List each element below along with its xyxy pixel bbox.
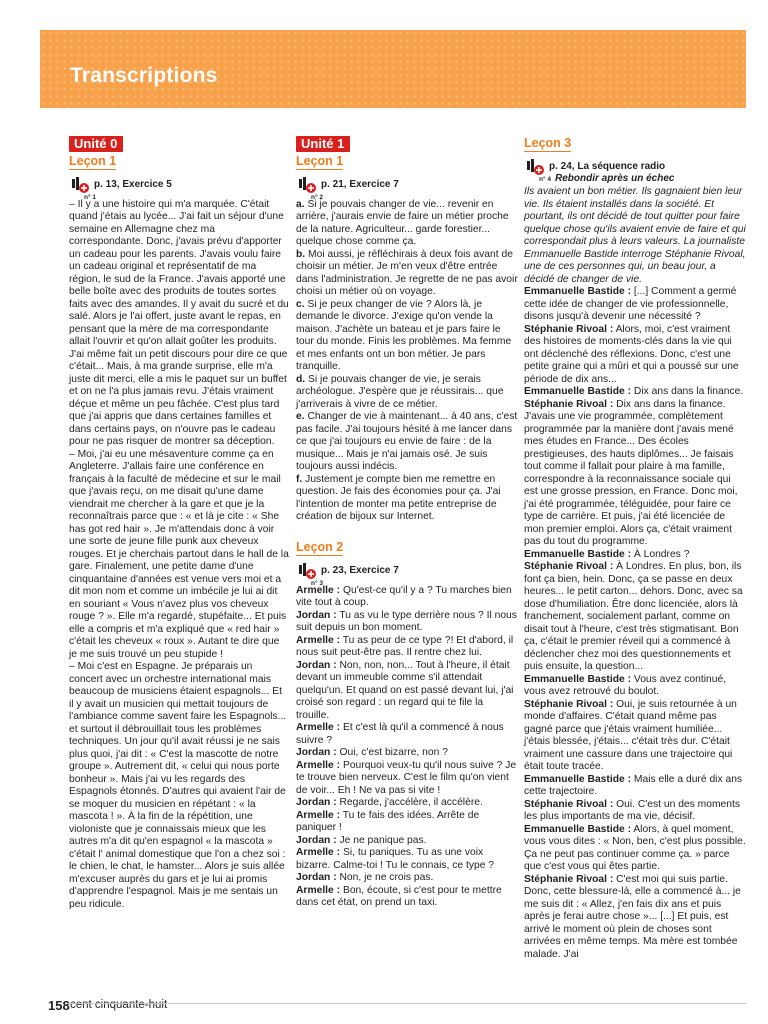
unit-badge: Unité 1 [296,136,350,152]
dialogue-line: Emmanuelle Bastide : Mais elle a duré dix ans cette trajectoire. [524,773,743,797]
list-item: b. Moi aussi, je réfléchirais à deux fois avant de choisir un métier. Je m'en veux d'être entrée dans l'administration. Je regrette de ne pas avoir choisi un métier où on voyage. [296,248,518,297]
page-number-words: cent cinquante-huit [70,999,168,1011]
list-item: d. Si je pouvais changer de vie, je serais archéologue. J'espère que je réussirais... que j'arriverais à vivre de ce métier. [296,373,504,410]
lesson-heading: Leçon 3 [524,136,572,150]
audio-reference [69,174,289,199]
paragraph: – Moi, j'ai eu une mésaventure comme ça en Angleterre. J'allais faire une conférence en français à la faculté de médecine et sur le mail que j'avais reçu, on me disait qu'une dame viendrait me chercher à la gare et que je la reconnaîtrais parce que : « et là je cite : « She has got red hair ». Je m'attendais donc à voir une sorte de jeune fille punk aux cheveux rouges. Et je cherchais partout dans le hall de la gare. Finalement, une petite dame d'une cinquantaine d'années est venue vers moi et a dit mon nom et comme un imbécile je lui ai dit en souriant « Vous n'avez plus vos cheveux rouge ? ». Elle m'a regardé, stupéfaite... Et puis elle a compris et m'a expliqué que « red hair » c'était les cheveux « roux ». Autant te dire que je me suis trouvé un peu stupide ! [69,448,289,660]
track-number: n° 4 [539,176,551,183]
audio-reference [524,156,746,186]
dialogue-line: Emmanuelle Bastide : À Londres ? [524,548,690,560]
unit-badge: Unité 0 [69,136,123,152]
intro-paragraph: Ils avaient un bon métier. Ils gagnaient bien leur vie. Ils étaient installés dans la société. Et pourtant, ils ont décidé de tout quitter pour faire quelque chose qu'ils avaient envie de faire et qui correspondait plus à leurs valeurs. La journaliste Emmanuelle Bastide interroge Stéphanie Rivoal, une de ces personnes qui, un beau jour, a décidé de changer de vie. [524,186,746,285]
dialogue-line: Armelle : Et c'est là qu'il a commencé à nous suivre ? [296,722,504,746]
dialogue-line: Emmanuelle Bastide : Vous avez continué, vous avez retrouvé du boulot. [524,673,727,697]
column-unit-0 [69,136,289,911]
dialogue-line: Jordan : Regarde, j'accélère, il accélère. [296,797,483,808]
list-item: c. Si je peux changer de vie ? Alors là, je demande le divorce. J'exige qu'on vende la maison. J'achète un bateau et je pars faire le tour du monde. Finis les problèmes. Ma femme et mes enfants ont un bon métier. Je pars tranquille. [296,298,512,372]
lesson-heading: Leçon 1 [69,153,117,168]
dialogue-line: Armelle : Tu as peur de ce type ?! Et d'abord, il nous suit peut-être pas. Il rentre chez lui. [296,634,514,658]
dialogue-line: Stéphanie Rivoal : Oui, je suis retournée à un monde d'affaires. C'était quand même pas gagné parce que j'étais vraiment humiliée... j'étais blessée, j'étais... c'était très dur. C'était vraiment une cassure dans une trajectoire qui était toute tracée. [524,698,737,772]
list-item: a. Si je pouvais changer de vie... revenir en arrière, j'aurais envie de faire un métier proche de la nature. Agriculteur... garde forestier... quelque chose comme ça. [296,198,509,247]
dialogue-line: Armelle : Qu'est-ce qu'il y a ? Tu marches bien vite tout à coup. [296,584,512,608]
track-number: n° 2 [311,193,323,201]
dialogue-line: Jordan : Non, non, non... Tout à l'heure, il était devant un immeuble comme s'il attendait quelqu'un. Et quand on est passé devant lui, j'ai croisé son regard : un regard qui te file la trouille. [296,659,514,721]
page-title: Transcriptions [70,64,218,87]
audio-ref: p. 13, Exercice 5 [94,178,172,190]
dialogue-line: Stéphanie Rivoal : Dix ans dans la finance. J'avais une vie programmée, complètement programmée par la manière dont j'avais mené mes études en France... Des écoles prestigieuses, des hauts diplômes... Je faisais tout comme il fallait pour plaire à ma famille, correspondre à la reconnaissance sociale qui est une grosse pression, en France. Donc moi, j'ai été programmée, téléguidée, pour faire ce type de carrière. Et puis, j'ai été licenciée de mon premier emploi. Alors ça, c'était vraiment pas du tout du programme. [524,398,738,547]
list-item: f. Justement je compte bien me remettre en question. Je fais des économies pour ça. J'ai l'intention de monter ma petite entreprise de création de bijoux sur Internet. [296,473,501,522]
audio-ref: p. 23, Exercice 7 [321,564,399,576]
audio-reference [296,560,518,585]
column-lesson-3 [524,136,746,961]
dialogue-line: Stéphanie Rivoal : C'est moi qui suis partie. Donc, cette blessure-là, elle a commencé à... je me suis dit : « Allez, j'en fais dix ans et puis après je ferai autre chose »... [...] Et puis, est arrivé le moment où plein de choses sont arrivées en même temps. Ma mère est tombée malade. J'ai [524,873,741,960]
dialogue-body [296,585,518,910]
audio-subtitle: Rebondir après un échec [555,173,675,184]
track-number: n° 3 [311,579,323,587]
dialogue-line: Stéphanie Rivoal : À Londres. En plus, bon, ils font ça bien, hein. Donc, ça se passe en deux heures... le petit carton... dehors. Donc, avec sa dose d'humiliation. Être donc licenciée, alors là franchement, socialement parlant, comme on disait tout à l'heure, c'est très stigmatisant. Bon ça, c'était le premier réveil qui a commencé à déclencher chez moi des questionnements et puis ensuite, la question... [524,561,743,672]
dialogue-body [524,186,746,961]
transcript-body [69,199,289,912]
dialogue-line: Emmanuelle Bastide : Dix ans dans la finance. [524,386,744,397]
lesson-heading: Leçon 2 [296,539,344,554]
paragraph: – Moi c'est en Espagne. Je préparais un concert avec un orchestre international mais beaucoup de musiciens étaient espagnols... Et il y avait un musicien qui mettait toujours de l'ambiance comme savent faire les Espagnols... et surtout il débrouillait tous les problèmes techniques. Un jour qu'il avait réussi je ne sais plus quoi, j'ai dit : « C'est la mascotte de notre groupe ». Autrement dit, « celui qui nous porte bonheur ». Mais j'ai vu les regards des Espagnols étonnés. D'autres qui avaient l'air de se moquer du musicien en répétant : « la mascota ! ». À la fin de la répétition, une violoniste que je connaissais mieux que les autres m'a dit qu'en espagnol « la mascota » c'était l' animal domestique que l'on a chez soi : le chien, le chat, le hamster... Alors je suis allée m'excuser auprès du gars et je lui ai promis d'apprendre l'espagnol. Mais je me sentais un peu ridicule. [69,661,287,910]
audio-ref: p. 21, Exercice 7 [321,178,399,190]
header-banner [40,30,746,108]
dialogue-line: Stéphanie Rivoal : Oui. C'est un des moments les plus importants de ma vie, décisif. [524,798,741,822]
dialogue-line: Armelle : Tu te fais des idées. Arrête de paniquer ! [296,809,480,833]
list-item: e. Changer de vie à maintenant... à 40 ans, c'est pas facile. J'ai toujours hésité à me lancer dans ce que j'ai toujours eu envie de faire : de la musique... Mais je n'ai jamais osé. Je suis toujours aussi indécis. [296,411,518,472]
track-number: n° 1 [84,193,96,201]
dialogue-line: Jordan : Non, je ne crois pas. [296,872,434,883]
dialogue-line: Jordan : Je ne panique pas. [296,834,427,846]
dialogue-line: Emmanuelle Bastide : Alors, à quel moment, vous vous dites : « Non, ben, c'est plus possible. Ça ne peut pas continuer comme ça. » parce que c'est vous qui êtes partie. [524,823,746,872]
lesson-heading: Leçon 1 [296,153,344,168]
dialogue-line: Jordan : Tu as vu le type derrière nous ? Il nous suit depuis un bon moment. [296,609,517,633]
dialogue-line: Armelle : Bon, écoute, si c'est pour te mettre dans cet état, on prend un taxi. [296,884,502,908]
paragraph: – Il y a une histoire qui m'a marquée. C'était quand j'étais au lycée... J'ai fait un séjour d'une semaine en Allemagne chez ma correspondante. Donc, j'avais prévu d'apporter un cadeau pour les parents. J'avais voulu faire un cadeau original et représentatif de ma région, le sud de la France. J'avais apporté une belle boîte avec des produits de toutes sortes faits avec des amandes. Il y avait du sucré et du salé. Alors je l'ai offert, juste avant le repas, en pensant que la mère de ma correspondante allait l'ouvrir et qu'on allait goûter les produits. J'ai même fait un petit discours pour dire ce que c'était... Mais, à ma grande surprise, elle m'a juste dit merci, elle a mis le paquet sur un buffet et on ne l'a plus jamais revu. J'étais vraiment déçue et même un peu fâchée. C'est plus tard que j'ai appris que dans certaines familles et dans certains pays, on n'ouvre pas le cadeau pour ne pas risquer de montrer sa déception. [69,198,289,447]
page-number: 158 [48,998,70,1013]
dialogue-line: Armelle : Si, tu paniques. Tu as une voix bizarre. Calme-toi ! Tu le connais, ce type ? [296,847,495,871]
dialogue-line: Jordan : Oui, c'est bizarre, non ? [296,747,448,758]
transcript-body [296,199,518,524]
column-unit-1 [296,136,518,910]
audio-ref: p. 24, La séquence radio [549,161,666,172]
audio-reference [296,174,518,199]
dialogue-line: Stéphanie Rivoal : Alors, moi, c'est vraiment des histoires de moments-clés dans la vie qui ont déclenché des réflexions. Donc, c'est une petite graine qui a mûri et qui a poussé sur une période de dix ans... [524,323,739,385]
dialogue-line: Armelle : Pourquoi veux-tu qu'il nous suive ? Je te trouve bien nerveux. C'est le film qu'on vient de voir... Eh ! Ne va pas si vite ! [296,759,517,796]
footer-divider [66,1003,746,1004]
dialogue-line: Emmanuelle Bastide : [...] Comment a germé cette idée de changer de vie professionnelle, disons jusqu'à devenir une nécessité ? [524,286,737,322]
